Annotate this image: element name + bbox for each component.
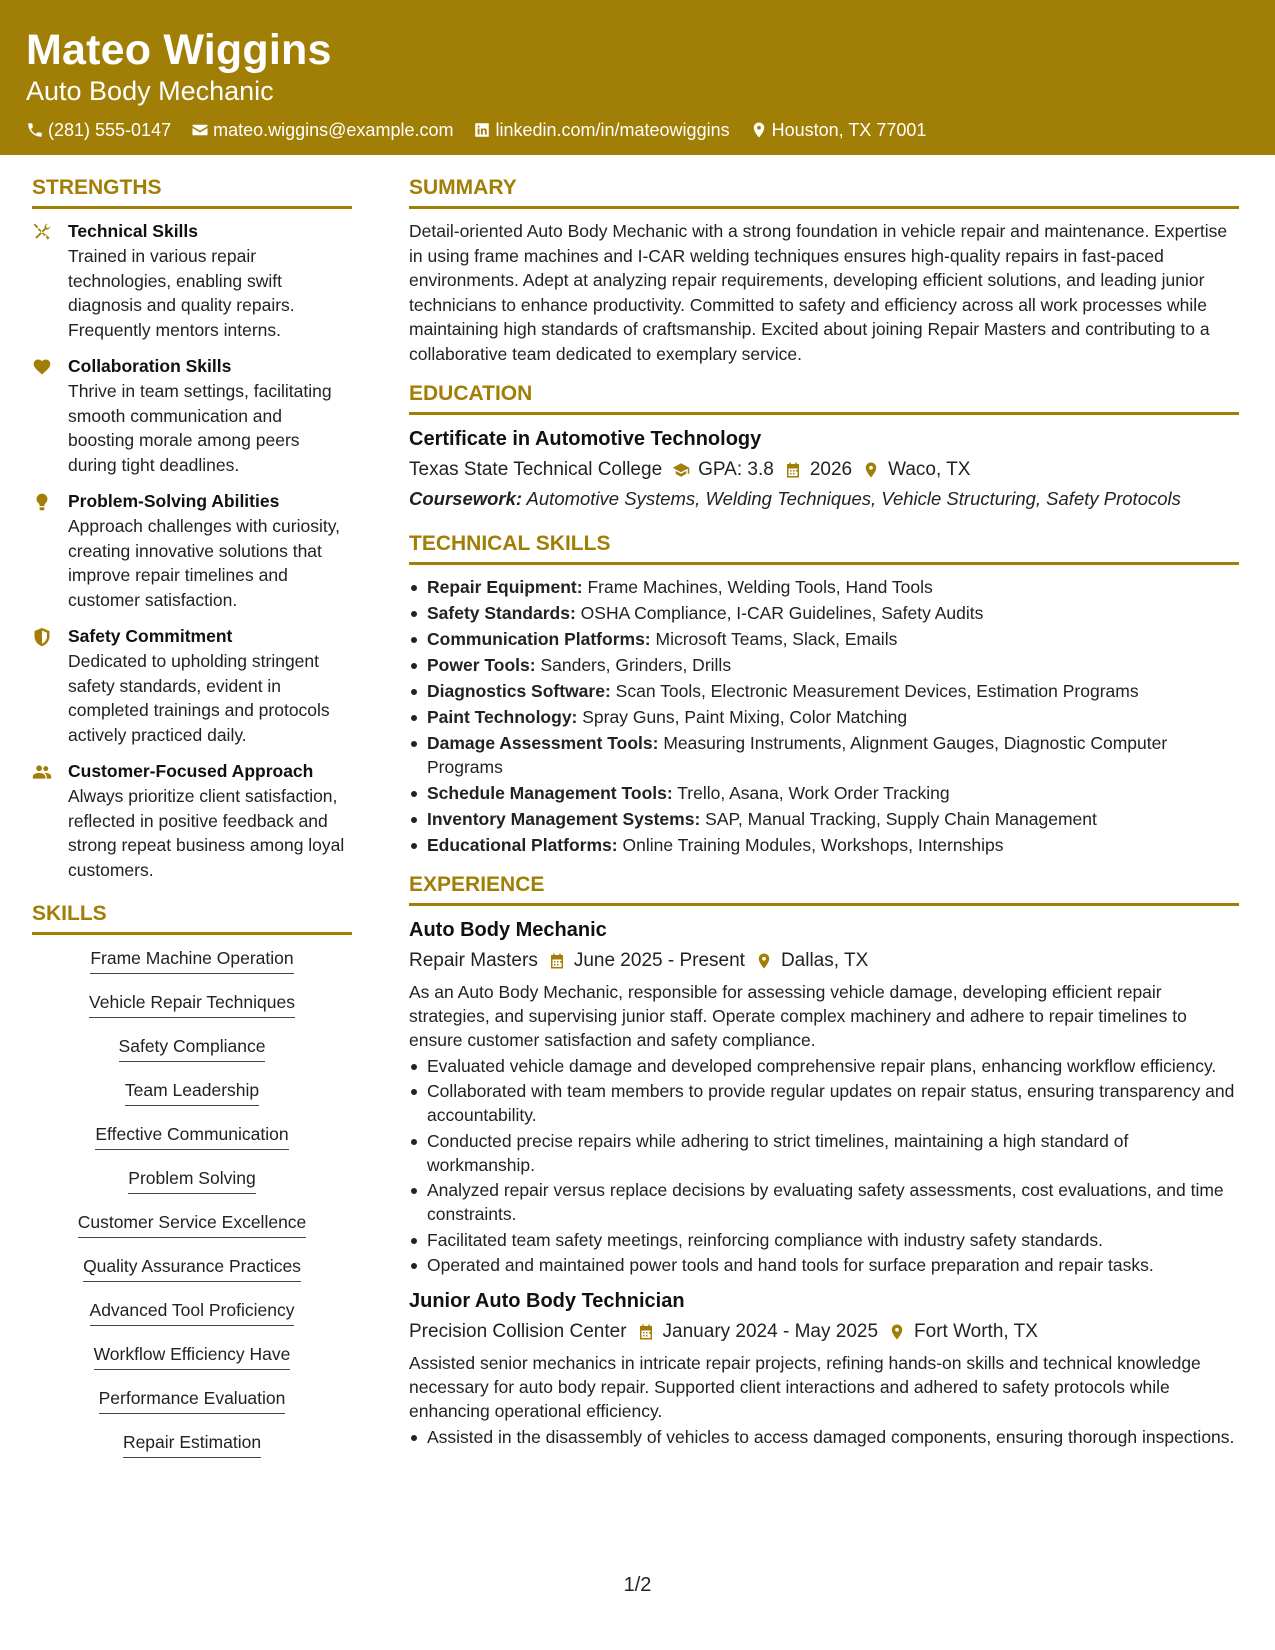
list-item xyxy=(409,833,1239,857)
list-item xyxy=(409,575,1239,599)
strength-item xyxy=(32,354,352,477)
contact-linkedin-text: linkedin.com/in/mateowiggins xyxy=(495,120,730,140)
job-location-text: Dallas, TX xyxy=(780,949,869,971)
contact-phone-text: (281) 555-0147 xyxy=(48,120,172,140)
job-company xyxy=(409,946,538,976)
location-icon xyxy=(862,461,880,479)
education-degree: Certificate in Automotive Technology xyxy=(409,428,762,450)
education-meta xyxy=(409,455,1239,485)
job-dates-text: January 2024 - May 2025 xyxy=(662,1321,879,1342)
right-column xyxy=(409,174,1239,1459)
strengths-title: STRENGTHS xyxy=(32,174,352,209)
tech-skill-value: SAP, Manual Tracking, Supply Chain Management xyxy=(705,808,1097,829)
contact-phone[interactable] xyxy=(26,118,171,142)
skill-item: Quality Assurance Practices xyxy=(83,1253,301,1282)
summary-text: Detail-oriented Auto Body Mechanic with a strong foundation in vehicle repair and maintenance. Expertise in using frame machines and I-CAR welding techniques ensures high-quality repairs in fast-paced environments. Adept at analyzing repair requirements, developing efficient solutions, and leading junior technicians to enhance productivity. Committed to safety and efficiency across all work processes while maintaining high standards of craftsmanship. Excited about joining Repair Masters and contributing to a collaborative team dedicated to exemplary service. xyxy=(409,221,1228,364)
education-school-text: Texas State Technical College xyxy=(409,459,663,480)
tech-skill-label: Diagnostics Software: xyxy=(427,680,611,701)
candidate-role: Auto Body Mechanic xyxy=(26,76,274,106)
calendar-icon xyxy=(637,1323,655,1341)
education-title: EDUCATION xyxy=(409,380,1239,415)
education-location-text: Waco, TX xyxy=(888,459,971,480)
list-item xyxy=(409,653,1239,677)
job-meta xyxy=(409,1317,1239,1347)
skill-list xyxy=(32,945,352,1473)
skill-item: Customer Service Excellence xyxy=(78,1209,307,1238)
tech-skill-label: Educational Platforms: xyxy=(427,834,618,855)
tech-skill-label: Paint Technology: xyxy=(427,706,578,727)
education-gpa xyxy=(672,455,774,485)
contact-location xyxy=(750,118,927,142)
job-location-text: Fort Worth, TX xyxy=(914,1321,1038,1342)
strength-desc: Thrive in team settings, facilitating smooth communication and boosting morale among peers during tight deadlines. xyxy=(68,381,332,475)
contact-email[interactable] xyxy=(191,118,453,142)
tech-skill-value: Scan Tools, Electronic Measurement Devices, Estimation Programs xyxy=(615,680,1139,701)
contact-location-text: Houston, TX 77001 xyxy=(771,120,927,140)
strength-desc: Dedicated to upholding stringent safety standards, evident in completed trainings and protocols actively practiced daily. xyxy=(68,651,330,745)
tech-skill-label: Power Tools: xyxy=(427,654,536,675)
job-description: Assisted senior mechanics in intricate repair projects, refining hands-on skills and technical knowledge necessary for auto body repair. Supported client interactions and adhered to safety protocols while enhancing operational efficiency. xyxy=(409,1353,1201,1421)
strength-desc: Approach challenges with curiosity, creating innovative solutions that improve repair timelines and customer satisfaction. xyxy=(68,516,341,610)
strength-item xyxy=(32,624,352,747)
tech-skill-value: Online Training Modules, Workshops, Internships xyxy=(622,834,1004,855)
list-item: Conducted precise repairs while adhering to strict timelines, maintaining a high standard of workmanship. xyxy=(409,1129,1239,1177)
education-coursework xyxy=(409,487,1239,512)
skill-item: Performance Evaluation xyxy=(99,1385,286,1414)
phone-icon xyxy=(26,121,44,139)
job-entry xyxy=(409,916,1239,1278)
job-location xyxy=(755,946,868,976)
job-description: As an Auto Body Mechanic, responsible for assessing vehicle damage, developing efficient repair strategies, and supervising junior staff. Operate complex machinery and adhere to repair timelines to ensure customer satisfaction and safety compliance. xyxy=(409,981,1187,1050)
job-title: Junior Auto Body Technician xyxy=(409,1290,685,1312)
education-school xyxy=(409,455,662,485)
contact-bar xyxy=(26,118,1249,142)
job-entry xyxy=(409,1287,1239,1449)
tech-skill-label: Repair Equipment: xyxy=(427,576,583,597)
location-icon xyxy=(888,1323,906,1341)
tech-skill-value: OSHA Compliance, I-CAR Guidelines, Safety Audits xyxy=(580,602,984,623)
tech-skill-label: Damage Assessment Tools: xyxy=(427,732,659,753)
page-number: 1/2 xyxy=(623,1574,652,1596)
list-item: Operated and maintained power tools and hand tools for surface preparation and repair tasks. xyxy=(409,1253,1239,1277)
resume-header xyxy=(0,0,1275,155)
skill-item: Repair Estimation xyxy=(123,1429,261,1458)
job-dates xyxy=(548,946,745,976)
list-item: Assisted in the disassembly of vehicles to access damaged components, ensuring thorough inspections. xyxy=(409,1425,1239,1449)
list-item: Evaluated vehicle damage and developed comprehensive repair plans, enhancing workflow efficiency. xyxy=(409,1054,1239,1078)
list-item xyxy=(409,679,1239,703)
skill-item: Effective Communication xyxy=(95,1121,288,1150)
contact-email-text: mateo.wiggins@example.com xyxy=(213,120,454,140)
strength-title: Collaboration Skills xyxy=(68,356,232,376)
list-item: Collaborated with team members to provide regular updates on repair status, ensuring transparency and accountability. xyxy=(409,1079,1239,1127)
tech-skill-value: Microsoft Teams, Slack, Emails xyxy=(655,628,898,649)
skill-item: Team Leadership xyxy=(125,1077,259,1106)
skill-item: Workflow Efficiency Have xyxy=(94,1341,291,1370)
job-company xyxy=(409,1317,627,1347)
job-dates-text: June 2025 - Present xyxy=(573,949,745,971)
skill-item: Safety Compliance xyxy=(119,1033,266,1062)
tools-icon xyxy=(32,222,52,242)
skill-item: Vehicle Repair Techniques xyxy=(89,989,295,1018)
strength-desc: Trained in various repair technologies, enabling swift diagnosis and quality repairs. Frequently mentors interns. xyxy=(68,246,295,340)
tech-skill-value: Trello, Asana, Work Order Tracking xyxy=(677,782,950,803)
experience-title: EXPERIENCE xyxy=(409,871,1239,906)
users-icon xyxy=(32,762,52,782)
strength-title: Safety Commitment xyxy=(68,626,233,646)
list-item: Facilitated team safety meetings, reinforcing compliance with industry safety standards. xyxy=(409,1228,1239,1252)
tech-skill-value: Frame Machines, Welding Tools, Hand Tools xyxy=(587,576,933,597)
job-bullets xyxy=(409,1425,1239,1449)
graduation-cap-icon xyxy=(672,461,690,479)
strength-item xyxy=(32,219,352,342)
candidate-name: Mateo Wiggins xyxy=(26,26,332,74)
list-item xyxy=(409,601,1239,625)
strength-item xyxy=(32,489,352,612)
job-company-text: Repair Masters xyxy=(409,949,538,971)
calendar-icon xyxy=(784,461,802,479)
job-bullets xyxy=(409,1054,1239,1278)
shield-icon xyxy=(32,627,52,647)
list-item xyxy=(409,731,1239,779)
list-item xyxy=(409,807,1239,831)
coursework-list: Automotive Systems, Welding Techniques, Vehicle Structuring, Safety Protocols xyxy=(526,488,1181,509)
tech-skill-label: Safety Standards: xyxy=(427,602,576,623)
lightbulb-icon xyxy=(32,492,52,512)
technical-skills-list xyxy=(409,575,1239,857)
strength-item xyxy=(32,759,352,882)
strength-title: Technical Skills xyxy=(68,221,199,241)
list-item xyxy=(409,705,1239,729)
strength-title: Customer-Focused Approach xyxy=(68,761,314,781)
tech-skill-label: Communication Platforms: xyxy=(427,628,651,649)
heart-icon xyxy=(32,357,52,377)
contact-linkedin[interactable] xyxy=(473,118,729,142)
job-dates xyxy=(637,1317,878,1347)
linkedin-icon xyxy=(473,121,491,139)
job-location xyxy=(888,1317,1038,1347)
skills-title: SKILLS xyxy=(32,900,352,935)
tech-skill-label: Inventory Management Systems: xyxy=(427,808,701,829)
job-company-text: Precision Collision Center xyxy=(409,1321,627,1342)
list-item xyxy=(409,627,1239,651)
left-column xyxy=(32,174,352,1473)
envelope-icon xyxy=(191,121,209,139)
list-item xyxy=(409,781,1239,805)
technical-skills-title: TECHNICAL SKILLS xyxy=(409,530,1239,565)
skill-item: Problem Solving xyxy=(128,1165,255,1194)
list-item: Analyzed repair versus replace decisions by evaluating safety assessments, cost evaluations, and time constraints. xyxy=(409,1178,1239,1226)
location-icon xyxy=(750,121,768,139)
skill-item: Frame Machine Operation xyxy=(90,945,293,974)
calendar-icon xyxy=(548,952,566,970)
tech-skill-value: Spray Guns, Paint Mixing, Color Matching xyxy=(582,706,908,727)
job-title: Auto Body Mechanic xyxy=(409,918,607,941)
skill-item: Advanced Tool Proficiency xyxy=(90,1297,295,1326)
strength-desc: Always prioritize client satisfaction, reflected in positive feedback and strong repeat business among loyal customers. xyxy=(68,786,345,880)
education-year-text: 2026 xyxy=(809,459,853,480)
job-meta xyxy=(409,946,1239,976)
education-location xyxy=(862,455,970,485)
strength-title: Problem-Solving Abilities xyxy=(68,491,280,511)
location-icon xyxy=(755,952,773,970)
coursework-label: Coursework: xyxy=(409,488,523,509)
education-gpa-text: GPA: 3.8 xyxy=(698,459,774,480)
summary-title: SUMMARY xyxy=(409,174,1239,209)
education-year xyxy=(784,455,852,485)
tech-skill-label: Schedule Management Tools: xyxy=(427,782,673,803)
tech-skill-value: Sanders, Grinders, Drills xyxy=(540,654,732,675)
tech-skill-value: Measuring Instruments, Alignment Gauges, Diagnostic Computer Programs xyxy=(427,732,1168,777)
